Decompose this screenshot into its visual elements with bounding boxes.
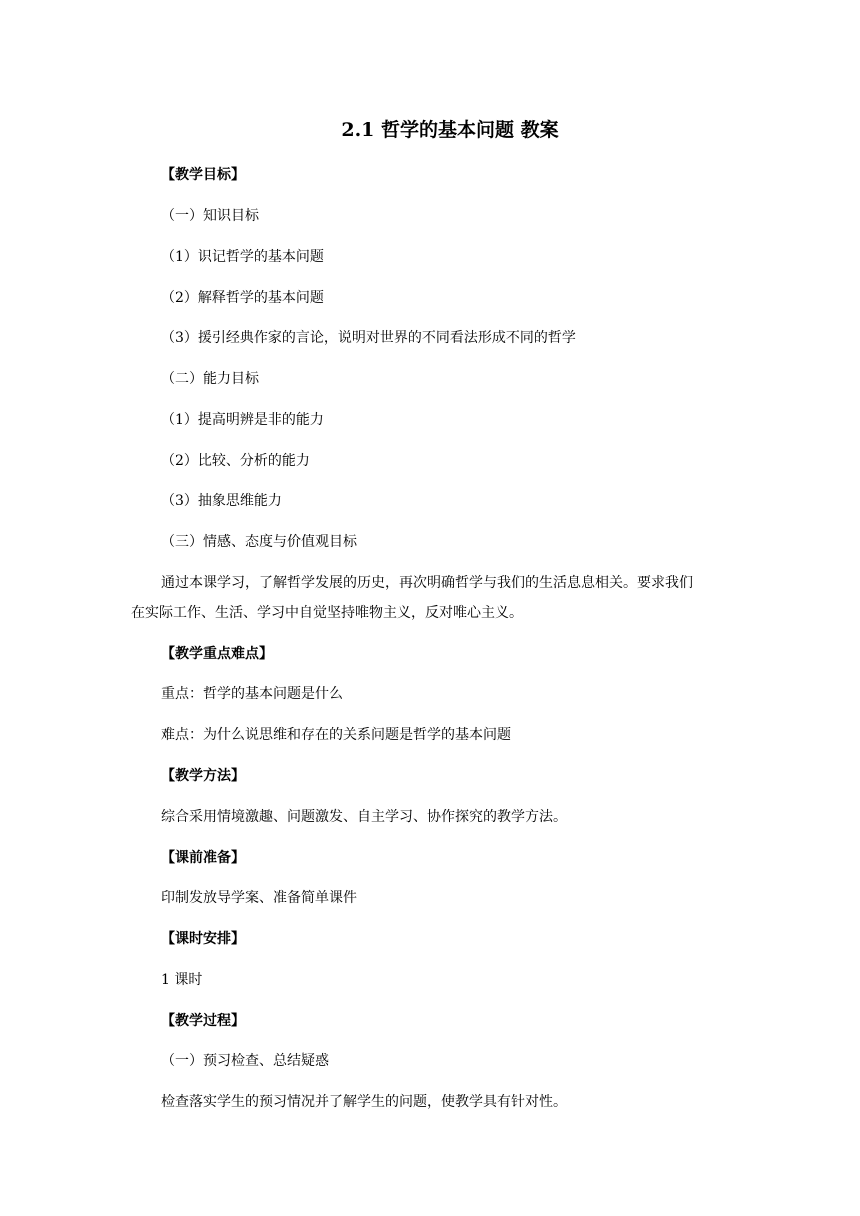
- prep-text: 印制发放导学案、准备简单课件: [161, 890, 357, 906]
- objectives-heading: 【教学目标】: [161, 167, 245, 183]
- emotion-objective-heading: （三）情感、态度与价值观目标: [161, 534, 357, 550]
- schedule-text: 1 课时: [161, 972, 203, 988]
- keypoint-text: 重点：哲学的基本问题是什么: [161, 686, 343, 702]
- knowledge-item-2: （2）解释哲学的基本问题: [161, 290, 324, 306]
- emotion-paragraph-line-2: 在实际工作、生活、学习中自觉坚持唯物主义，反对唯心主义。: [131, 605, 523, 621]
- ability-item-2: （2）比较、分析的能力: [161, 453, 310, 469]
- ability-item-1: （1）提高明辨是非的能力: [161, 412, 324, 428]
- difficulty-text: 难点：为什么说思维和存在的关系问题是哲学的基本问题: [161, 727, 511, 743]
- knowledge-item-3: （3）援引经典作家的言论，说明对世界的不同看法形成不同的哲学: [161, 330, 576, 346]
- process-heading: 【教学过程】: [161, 1013, 245, 1029]
- emotion-paragraph-line-1: 通过本课学习，了解哲学发展的历史，再次明确哲学与我们的生活息息相关。要求我们: [161, 575, 693, 591]
- schedule-heading: 【课时安排】: [161, 931, 245, 947]
- page-title: 2.1 哲学的基本问题 教案: [341, 119, 559, 141]
- ability-objective-heading: （二）能力目标: [161, 371, 259, 387]
- process-step-1-text: 检查落实学生的预习情况并了解学生的问题，使教学具有针对性。: [161, 1094, 567, 1110]
- ability-item-3: （3）抽象思维能力: [161, 493, 282, 509]
- prep-heading: 【课前准备】: [161, 850, 245, 866]
- knowledge-item-1: （1）识记哲学的基本问题: [161, 249, 324, 265]
- method-heading: 【教学方法】: [161, 768, 245, 784]
- process-step-1-heading: （一）预习检查、总结疑惑: [161, 1053, 329, 1069]
- knowledge-objective-heading: （一）知识目标: [161, 208, 259, 224]
- keypoints-heading: 【教学重点难点】: [161, 646, 273, 662]
- method-text: 综合采用情境激趣、问题激发、自主学习、协作探究的教学方法。: [161, 809, 567, 825]
